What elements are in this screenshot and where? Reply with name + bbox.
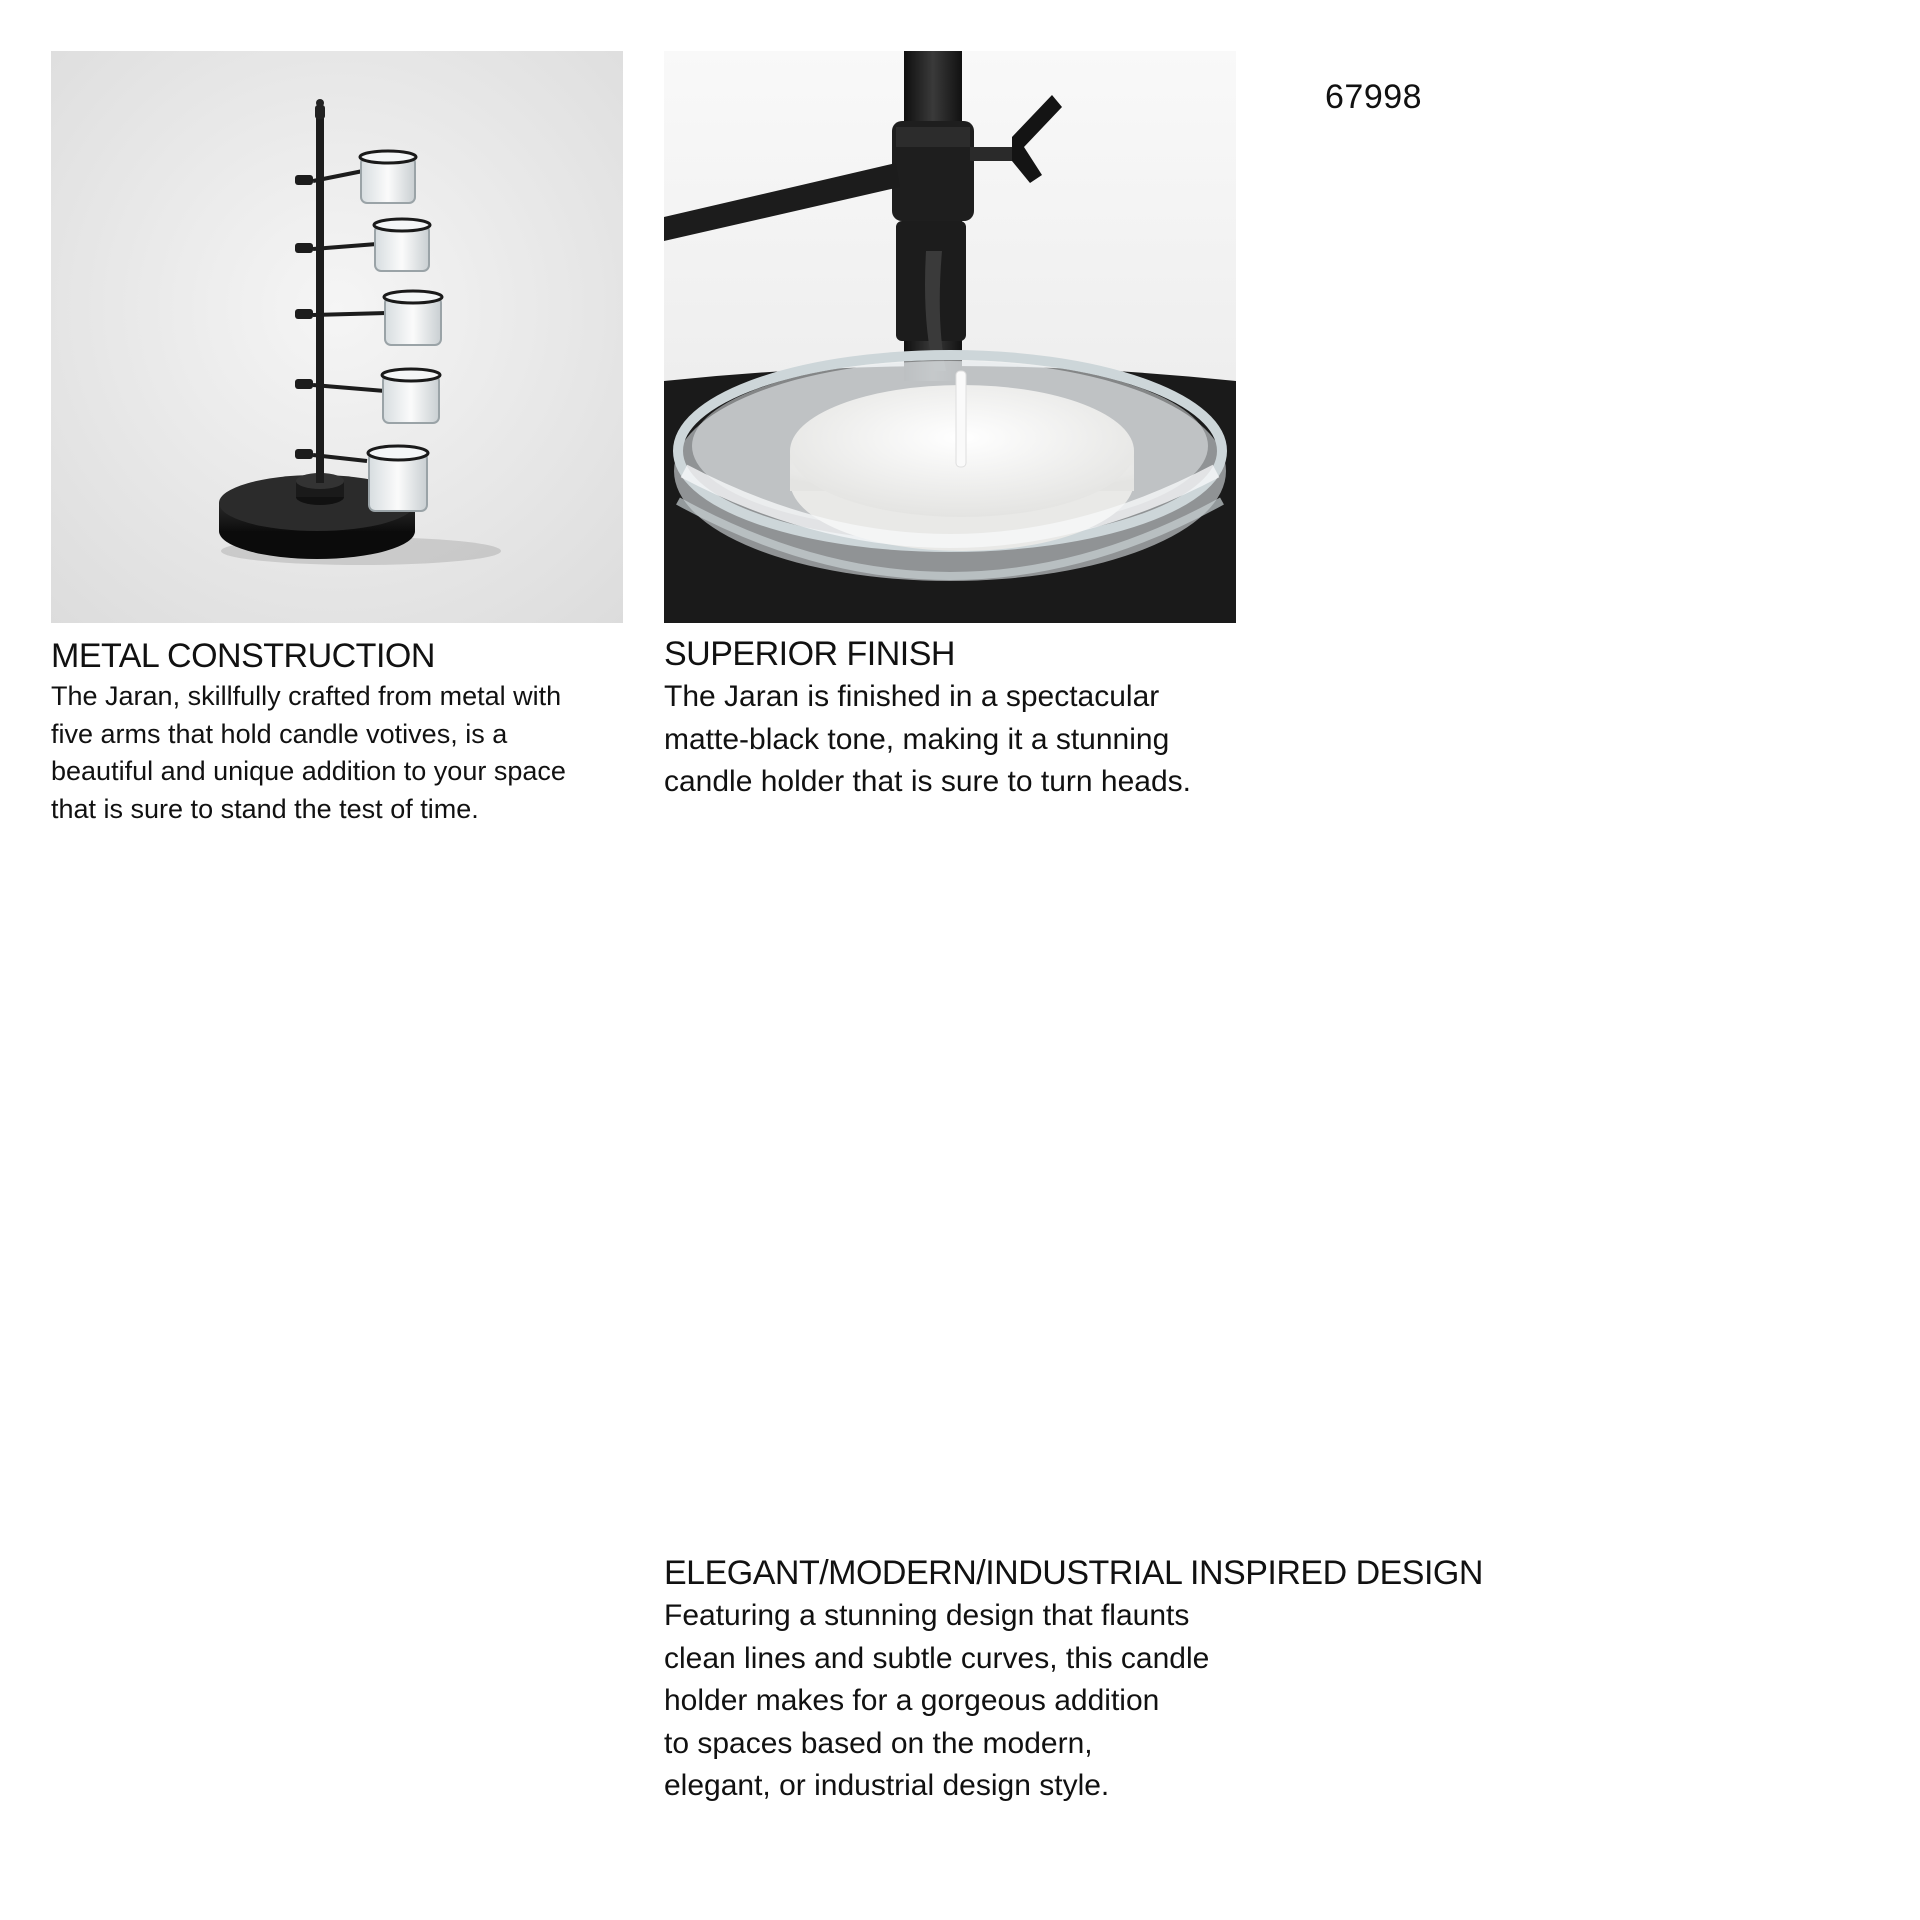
section-body: The Jaran, skillfully crafted from metal with five arms that hold candle votives, is a beautiful and unique addition to your space that is sure to stand the test of time. — [51, 681, 566, 824]
section-heading: SUPERIOR FINISH — [664, 635, 955, 673]
section-metal-construction — [51, 636, 631, 828]
section-heading: ELEGANT/MODERN/INDUSTRIAL INSPIRED DESIGN — [664, 1554, 1483, 1592]
section-heading: METAL CONSTRUCTION — [51, 637, 435, 675]
product-photo-closeup — [664, 51, 1236, 623]
section-body: Featuring a stunning design that flaunts clean lines and subtle curves, this candle holder makes for a gorgeous addition to spaces based on the modern, elegant, or industrial design style. — [664, 1599, 1210, 1802]
product-sku: 67998 — [1325, 78, 1423, 116]
section-inspired-design — [664, 1553, 1564, 1808]
product-photo-full — [51, 51, 623, 623]
section-superior-finish — [664, 634, 1264, 804]
section-body: The Jaran is finished in a spectacular matte-black tone, making it a stunning candle holder that is sure to turn heads. — [664, 680, 1191, 798]
